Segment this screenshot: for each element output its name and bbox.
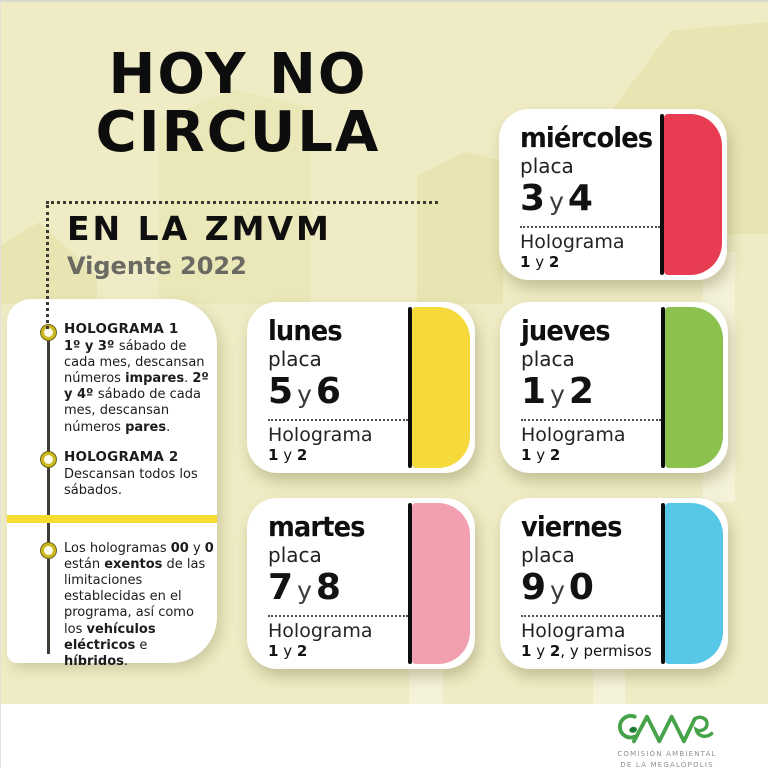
timeline-bullet xyxy=(41,543,56,558)
holograma-rules-panel xyxy=(7,299,217,669)
dotted-divider-vertical xyxy=(46,205,49,329)
day-color-block xyxy=(412,503,470,664)
holograma-values: 1 y 2 xyxy=(268,445,308,464)
came-logo-icon xyxy=(597,709,737,749)
footer-strip xyxy=(1,704,768,768)
placa-label: placa xyxy=(521,543,575,568)
day-name: martes xyxy=(268,510,365,543)
title-line-1: HOY NO xyxy=(108,42,368,107)
day-color-block xyxy=(665,307,723,468)
org-name-line-1: COMISIÓN AMBIENTAL xyxy=(617,750,717,758)
dotted-divider-horizontal xyxy=(46,201,438,204)
day-card-lunes xyxy=(247,302,475,473)
day-name: miércoles xyxy=(520,121,653,154)
validity-label: Vigente 2022 xyxy=(67,252,247,280)
holograma-2-section xyxy=(64,449,214,499)
title-line-2: CIRCULA xyxy=(95,100,381,166)
region-subtitle: EN LA ZMVM xyxy=(67,209,332,248)
placa-label: placa xyxy=(520,154,574,179)
page-title xyxy=(41,42,435,166)
plate-numbers: 9 y 0 xyxy=(521,567,594,609)
holograma-2-heading: HOLOGRAMA 2 xyxy=(64,449,179,465)
day-name: viernes xyxy=(521,510,622,543)
placa-label: placa xyxy=(521,347,575,372)
dotted-separator xyxy=(521,419,661,421)
holograma-1-section xyxy=(64,321,214,436)
came-logo xyxy=(587,709,747,768)
day-name: lunes xyxy=(268,314,342,347)
day-card-miercoles xyxy=(499,109,727,280)
exempt-note-body: Los hologramas 00 y 0 están exentos de las limitaciones establecidas en el programa, así como los vehículos eléctricos e híbridos. xyxy=(64,541,214,669)
holograma-label: Holograma xyxy=(521,423,626,446)
day-color-block xyxy=(664,114,722,275)
day-card-jueves xyxy=(500,302,728,473)
holograma-values: 1 y 2 xyxy=(521,445,561,464)
holograma-label: Holograma xyxy=(521,619,626,642)
dotted-separator xyxy=(268,615,408,617)
day-color-block xyxy=(665,503,723,664)
org-name-line-2: DE LA MEGALÓPOLIS xyxy=(620,760,714,768)
plate-numbers: 1 y 2 xyxy=(521,371,594,413)
day-color-block xyxy=(412,307,470,468)
timeline-bullet xyxy=(41,452,56,467)
placa-label: placa xyxy=(268,347,322,372)
holograma-1-body: 1º y 3º sábado de cada mes, descansan números impares. 2º y 4º sábado de cada mes, descansan números pares. xyxy=(64,339,209,435)
holograma-label: Holograma xyxy=(268,619,373,642)
day-name: jueves xyxy=(521,314,610,347)
plate-numbers: 5 y 6 xyxy=(268,371,341,413)
plate-numbers: 3 y 4 xyxy=(520,178,593,220)
holograma-values: 1 y 2 xyxy=(268,641,308,660)
day-card-martes xyxy=(247,498,475,669)
placa-label: placa xyxy=(268,543,322,568)
holograma-label: Holograma xyxy=(520,230,625,253)
day-card-viernes xyxy=(500,498,728,669)
holograma-2-body: Descansan todos los sábados. xyxy=(64,467,198,499)
dotted-separator xyxy=(521,615,661,617)
plate-numbers: 7 y 8 xyxy=(268,567,341,609)
timeline-line xyxy=(47,332,50,654)
dotted-separator xyxy=(268,419,408,421)
holograma-label: Holograma xyxy=(268,423,373,446)
holograma-values: 1 y 2, y permisos xyxy=(521,641,652,660)
holograma-1-heading: HOLOGRAMA 1 xyxy=(64,321,179,337)
building-silhouette xyxy=(417,152,503,304)
exempt-note-section xyxy=(64,541,214,670)
dotted-separator xyxy=(520,226,660,228)
yellow-divider-bar xyxy=(7,515,217,523)
holograma-values: 1 y 2 xyxy=(520,252,560,271)
